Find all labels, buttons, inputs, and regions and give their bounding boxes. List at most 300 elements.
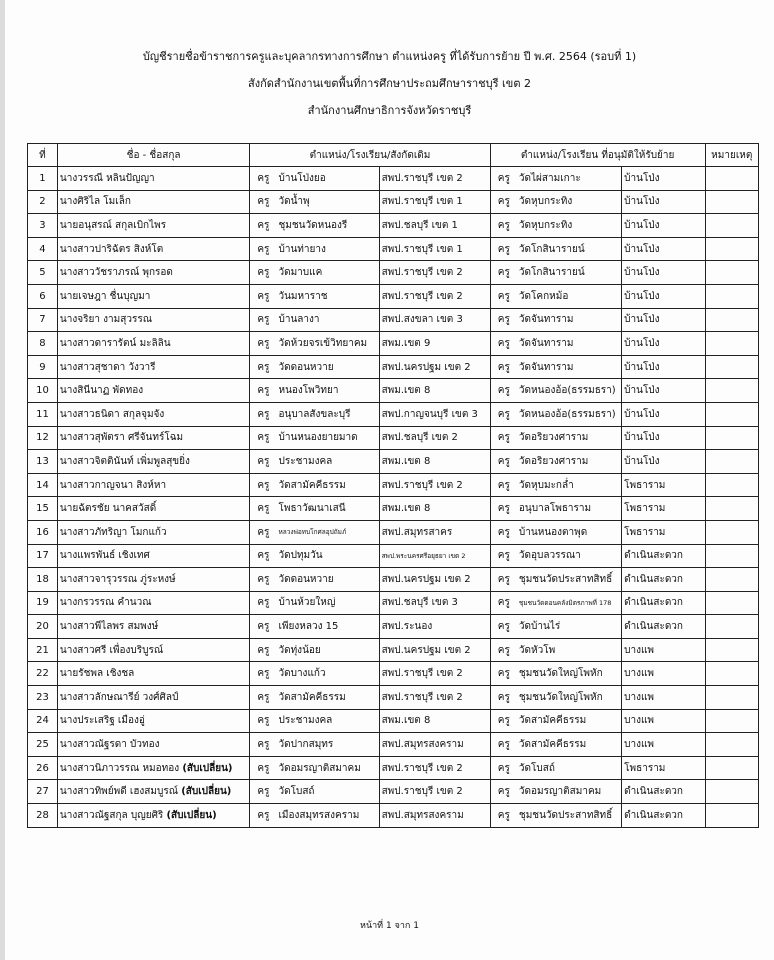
row-destination-school: ชุมชนวัดประสาทสิทธิ์ <box>517 804 622 828</box>
row-destination-district: บ้านโป่ง <box>622 332 705 356</box>
row-number: 5 <box>28 261 58 285</box>
row-destination-school: วัดไผ่สามเกาะ <box>517 167 622 191</box>
row-remark <box>705 591 759 615</box>
row-destination-district: โพธาราม <box>622 756 705 780</box>
row-destination-position: ครู <box>490 426 517 450</box>
row-original-area: สพป.ราชบุรี เขต 2 <box>379 756 490 780</box>
row-number: 6 <box>28 284 58 308</box>
row-destination-position: ครู <box>490 804 517 828</box>
table-row <box>28 261 759 285</box>
row-remark <box>705 662 759 686</box>
row-number: 10 <box>28 379 58 403</box>
header-original: ตำแหน่ง/โรงเรียน/สังกัดเดิม <box>250 144 490 167</box>
name-text: นายอนุสรณ์ สกุลเบิกไพร <box>59 219 167 231</box>
row-name <box>57 591 249 615</box>
row-original-school: บ้านห้วยใหญ่ <box>276 591 379 615</box>
row-destination-position: ครู <box>490 167 517 191</box>
row-original-school: วัดปทุมวัน <box>276 544 379 568</box>
name-text: นายรัชพล เชิงชล <box>59 668 135 680</box>
row-original-area: สพป.นครปฐม เขต 2 <box>379 568 490 592</box>
row-remark <box>705 237 759 261</box>
table-row <box>28 662 759 686</box>
row-destination-position: ครู <box>490 214 517 238</box>
table-row <box>28 497 759 521</box>
row-position: ครู <box>250 450 277 474</box>
row-position: ครู <box>250 733 277 757</box>
transfer-table <box>27 143 759 828</box>
name-text: นางแพรพันธ์ เชิงเทศ <box>59 550 150 562</box>
row-remark <box>705 780 759 804</box>
row-name <box>57 662 249 686</box>
row-number: 2 <box>28 190 58 214</box>
row-remark <box>705 756 759 780</box>
row-original-area: สพป.สมุทรสงคราม <box>379 804 490 828</box>
row-destination-position: ครู <box>490 450 517 474</box>
row-remark <box>705 332 759 356</box>
row-destination-district: บางแพ <box>622 709 705 733</box>
row-number: 16 <box>28 520 58 544</box>
row-destination-position: ครู <box>490 284 517 308</box>
swap-note: (สับเปลี่ยน) <box>166 809 217 821</box>
row-number: 19 <box>28 591 58 615</box>
row-destination-school: วัดอริยวงศาราม <box>517 450 622 474</box>
row-name <box>57 686 249 710</box>
row-remark <box>705 568 759 592</box>
row-original-area: สพป.นครปฐม เขต 2 <box>379 638 490 662</box>
row-destination-school: วัดโกสินารายน์ <box>517 237 622 261</box>
row-destination-school: วัดอุบลวรรณา <box>517 544 622 568</box>
row-name <box>57 473 249 497</box>
row-original-area: สพป.ระนอง <box>379 615 490 639</box>
row-original-area: สพป.ชลบุรี เขต 1 <box>379 214 490 238</box>
name-text: นางสาวลักษณารีย์ วงศ์ศิลป์ <box>59 691 179 703</box>
row-remark <box>705 615 759 639</box>
row-number: 12 <box>28 426 58 450</box>
table-row <box>28 686 759 710</box>
row-position: ครู <box>250 167 277 191</box>
name-text: นางสาวณัฐรดา บัวทอง <box>59 739 160 751</box>
row-destination-school: วัดอมรญาติสมาคม <box>517 780 622 804</box>
row-remark <box>705 284 759 308</box>
row-original-school: โพธาวัฒนาเสนี <box>276 497 379 521</box>
row-name <box>57 615 249 639</box>
row-number: 26 <box>28 756 58 780</box>
row-destination-district: บ้านโป่ง <box>622 237 705 261</box>
row-remark <box>705 544 759 568</box>
row-position: ครู <box>250 756 277 780</box>
row-destination-position: ครู <box>490 756 517 780</box>
row-original-school: วัดสามัคคีธรรม <box>276 473 379 497</box>
row-name <box>57 167 249 191</box>
row-destination-district: ดำเนินสะดวก <box>622 544 705 568</box>
row-destination-school: วัดอริยวงศาราม <box>517 426 622 450</box>
row-original-school: วัดน้ำพุ <box>276 190 379 214</box>
name-text: นางสาวธนิดา สกุลจุมจัง <box>59 408 165 420</box>
swap-note: (สับเปลี่ยน) <box>181 786 232 798</box>
row-name <box>57 804 249 828</box>
row-number: 14 <box>28 473 58 497</box>
row-destination-position: ครู <box>490 190 517 214</box>
row-original-area: สพม.เขต 8 <box>379 379 490 403</box>
row-remark <box>705 379 759 403</box>
row-original-area: สพป.ราชบุรี เขต 2 <box>379 473 490 497</box>
row-destination-position: ครู <box>490 355 517 379</box>
row-destination-district: บ้านโป่ง <box>622 190 705 214</box>
row-remark <box>705 355 759 379</box>
row-original-area: สพป.ราชบุรี เขต 2 <box>379 261 490 285</box>
row-destination-district: บางแพ <box>622 662 705 686</box>
row-number: 23 <box>28 686 58 710</box>
row-destination-district: บ้านโป่ง <box>622 355 705 379</box>
row-original-school: วัดปากสมุทร <box>276 733 379 757</box>
row-destination-school: วัดบ้านไร่ <box>517 615 622 639</box>
row-position: ครู <box>250 568 277 592</box>
row-remark <box>705 214 759 238</box>
table-row <box>28 473 759 497</box>
row-original-school: บ้านโป่งยอ <box>276 167 379 191</box>
row-destination-position: ครู <box>490 379 517 403</box>
row-destination-school: วัดจันทาราม <box>517 355 622 379</box>
row-name <box>57 497 249 521</box>
row-name <box>57 709 249 733</box>
row-position: ครู <box>250 355 277 379</box>
row-destination-school: วัดจันทาราม <box>517 308 622 332</box>
row-remark <box>705 520 759 544</box>
row-original-area: สพป.สมุทรสาคร <box>379 520 490 544</box>
row-original-school: วัดโบสถ์ <box>276 780 379 804</box>
row-name <box>57 426 249 450</box>
row-original-area: สพป.ราชบุรี เขต 2 <box>379 284 490 308</box>
row-original-school: หนองโพวิทยา <box>276 379 379 403</box>
row-name <box>57 402 249 426</box>
row-name <box>57 190 249 214</box>
row-destination-position: ครู <box>490 638 517 662</box>
row-position: ครู <box>250 473 277 497</box>
row-destination-district: บ้านโป่ง <box>622 167 705 191</box>
row-name <box>57 379 249 403</box>
header-remark: หมายเหตุ <box>705 144 759 167</box>
row-destination-school: วัดหนองอ้อ(ธรรมธรา) <box>517 379 622 403</box>
document-office: สำนักงานศึกษาธิการจังหวัดราชบุรี <box>307 104 472 117</box>
row-name <box>57 756 249 780</box>
header-destination: ตำแหน่ง/โรงเรียน ที่อนุมัติให้รับย้าย <box>490 144 705 167</box>
row-remark <box>705 402 759 426</box>
table-row <box>28 332 759 356</box>
row-destination-position: ครู <box>490 332 517 356</box>
row-original-area: สพป.สมุทรสงคราม <box>379 733 490 757</box>
row-name <box>57 355 249 379</box>
row-original-school: เพียงหลวง 15 <box>276 615 379 639</box>
row-original-area: สพป.ชลบุรี เขต 3 <box>379 591 490 615</box>
row-name <box>57 237 249 261</box>
row-original-school: วัดสามัคคีธรรม <box>276 686 379 710</box>
row-remark <box>705 473 759 497</box>
row-original-area: สพป.สงขลา เขต 3 <box>379 308 490 332</box>
row-remark <box>705 497 759 521</box>
row-destination-district: บ้านโป่ง <box>622 308 705 332</box>
row-destination-position: ครู <box>490 662 517 686</box>
row-destination-school: วัดจันทาราม <box>517 332 622 356</box>
row-original-area: สพป.ราชบุรี เขต 2 <box>379 686 490 710</box>
row-destination-school: วัดหุบกระทิง <box>517 214 622 238</box>
row-remark <box>705 190 759 214</box>
row-original-school: บ้านหนองยายมาด <box>276 426 379 450</box>
row-name <box>57 520 249 544</box>
table-row <box>28 733 759 757</box>
row-position: ครู <box>250 332 277 356</box>
row-destination-school: บ้านหนองตาพุด <box>517 520 622 544</box>
row-position: ครู <box>250 426 277 450</box>
row-destination-school: วัดโคกหม้อ <box>517 284 622 308</box>
row-original-area: สพป.ราชบุรี เขต 1 <box>379 190 490 214</box>
row-position: ครู <box>250 379 277 403</box>
name-text: นางสาวทิพย์พดี เฮงสมบูรณ์ <box>59 786 178 798</box>
row-position: ครู <box>250 402 277 426</box>
row-destination-district: โพธาราม <box>622 497 705 521</box>
row-destination-district: ดำเนินสะดวก <box>622 568 705 592</box>
table-row <box>28 780 759 804</box>
row-remark <box>705 733 759 757</box>
document-title: บัญชีรายชื่อข้าราชการครูและบุคลากรทางการศึกษา ตำแหน่งครู ที่ได้รับการย้าย ปี พ.ศ. 2564 (รอบที่ 1) <box>142 50 637 63</box>
row-destination-position: ครู <box>490 402 517 426</box>
row-destination-position: ครู <box>490 497 517 521</box>
row-number: 9 <box>28 355 58 379</box>
name-text: นางสาวภัทริญา โมกแก้ว <box>59 526 167 538</box>
row-destination-school: ชุมชนวัดใหญ่โพหัก <box>517 686 622 710</box>
row-remark <box>705 167 759 191</box>
row-destination-position: ครู <box>490 591 517 615</box>
row-original-area: สพม.เขต 8 <box>379 709 490 733</box>
name-text: นายฉัตรชัย นาคสวัสดิ์ <box>59 503 157 515</box>
row-destination-district: บ้านโป่ง <box>622 402 705 426</box>
row-original-school: บ้านลางา <box>276 308 379 332</box>
row-destination-position: ครู <box>490 520 517 544</box>
row-original-school: ชุมชนวัดหนองรี <box>276 214 379 238</box>
row-original-area: สพม.เขต 8 <box>379 450 490 474</box>
row-original-school: ประชามงคล <box>276 450 379 474</box>
row-original-area: สพม.เขต 9 <box>379 332 490 356</box>
row-destination-district: ดำเนินสะดวก <box>622 780 705 804</box>
row-destination-district: บางแพ <box>622 638 705 662</box>
row-position: ครู <box>250 214 277 238</box>
row-destination-position: ครู <box>490 237 517 261</box>
table-row <box>28 167 759 191</box>
name-text: นางวรรณี หลินปัญญา <box>59 172 155 184</box>
row-number: 18 <box>28 568 58 592</box>
name-text: นางสาวพีไลพร สมพงษ์ <box>59 621 159 633</box>
row-number: 27 <box>28 780 58 804</box>
row-remark <box>705 450 759 474</box>
row-name <box>57 214 249 238</box>
name-text: นางสาวกาญจนา สิงห์หา <box>59 479 167 491</box>
row-destination-school: ชุมชนวัดใหญ่โพหัก <box>517 662 622 686</box>
row-position: ครู <box>250 261 277 285</box>
name-text: นางสาวจิตตินันท์ เพิ่มพูลสุขยิ่ง <box>59 455 190 467</box>
row-destination-district: บ้านโป่ง <box>622 214 705 238</box>
row-destination-school: วัดสามัคคีธรรม <box>517 709 622 733</box>
row-destination-school: วัดหุบมะกล่ำ <box>517 473 622 497</box>
row-original-school: วัดมาบแค <box>276 261 379 285</box>
table-row <box>28 237 759 261</box>
table-row <box>28 284 759 308</box>
row-original-school: วันมหาราช <box>276 284 379 308</box>
row-name <box>57 733 249 757</box>
row-number: 1 <box>28 167 58 191</box>
row-destination-position: ครู <box>490 473 517 497</box>
row-position: ครู <box>250 497 277 521</box>
row-destination-position: ครู <box>490 544 517 568</box>
table-row <box>28 709 759 733</box>
header-name: ชื่อ - ชื่อสกุล <box>57 144 249 167</box>
table-header-row <box>28 144 759 167</box>
row-position: ครู <box>250 190 277 214</box>
row-position: ครู <box>250 686 277 710</box>
name-text: นางสาวนิภาวรรณ หมอทอง <box>59 762 180 774</box>
row-destination-school: ชุมชนวัดประสาทสิทธิ์ <box>517 568 622 592</box>
table-row <box>28 756 759 780</box>
row-destination-district: บ้านโป่ง <box>622 450 705 474</box>
row-position: ครู <box>250 804 277 828</box>
row-original-area: สพป.นครปฐม เขต 2 <box>379 355 490 379</box>
row-destination-district: บ้านโป่ง <box>622 261 705 285</box>
row-number: 24 <box>28 709 58 733</box>
name-text: นางกรวรรณ คำนวณ <box>59 597 152 609</box>
row-number: 21 <box>28 638 58 662</box>
row-original-area: สพป.พระนครศรีอยุธยา เขต 2 <box>379 544 490 568</box>
row-number: 15 <box>28 497 58 521</box>
row-original-area: สพป.ราชบุรี เขต 2 <box>379 662 490 686</box>
row-position: ครู <box>250 780 277 804</box>
row-position: ครู <box>250 709 277 733</box>
row-destination-district: โพธาราม <box>622 473 705 497</box>
row-position: ครู <box>250 615 277 639</box>
row-remark <box>705 261 759 285</box>
table-row <box>28 308 759 332</box>
table-row <box>28 355 759 379</box>
name-text: นางสาวสุชาดา วังวารี <box>59 361 156 373</box>
row-original-school: วัดอมรญาติสมาคม <box>276 756 379 780</box>
row-destination-school: อนุบาลโพธาราม <box>517 497 622 521</box>
table-row <box>28 804 759 828</box>
row-number: 8 <box>28 332 58 356</box>
table-row <box>28 450 759 474</box>
row-destination-district: ดำเนินสะดวก <box>622 804 705 828</box>
header-no: ที่ <box>28 144 58 167</box>
row-name <box>57 332 249 356</box>
row-name <box>57 284 249 308</box>
row-original-school: วัดดอนหวาย <box>276 568 379 592</box>
table-row <box>28 591 759 615</box>
row-original-area: สพป.กาญจนบุรี เขต 3 <box>379 402 490 426</box>
table-row <box>28 520 759 544</box>
row-original-area: สพป.ราชบุรี เขต 1 <box>379 237 490 261</box>
row-original-school: วัดห้วยจรเข้วิทยาคม <box>276 332 379 356</box>
row-destination-school: วัดหัวโพ <box>517 638 622 662</box>
row-number: 25 <box>28 733 58 757</box>
row-original-area: สพม.เขต 8 <box>379 497 490 521</box>
table-row <box>28 544 759 568</box>
row-destination-position: ครู <box>490 780 517 804</box>
row-position: ครู <box>250 544 277 568</box>
row-position: ครู <box>250 662 277 686</box>
name-text: นางสาวปาริฉัตร สิงห์โต <box>59 243 164 255</box>
row-destination-district: บ้านโป่ง <box>622 426 705 450</box>
row-number: 20 <box>28 615 58 639</box>
row-destination-position: ครู <box>490 261 517 285</box>
name-text: นางสินีนาฏ พัดทอง <box>59 385 144 397</box>
row-name <box>57 450 249 474</box>
row-name <box>57 780 249 804</box>
row-name <box>57 261 249 285</box>
name-text: นางสาววัชราภรณ์ พุกรอด <box>59 267 173 279</box>
row-destination-district: บางแพ <box>622 733 705 757</box>
row-original-school: หลวงพ่อทบโกศลอุปถัมภ์ <box>276 520 379 544</box>
table-row <box>28 214 759 238</box>
row-original-school: วัดบางแก้ว <box>276 662 379 686</box>
row-number: 13 <box>28 450 58 474</box>
name-text: นายเจษฎา ชื่นบุญมา <box>59 290 151 302</box>
row-destination-school: วัดหนองอ้อ(ธรรมธรา) <box>517 402 622 426</box>
row-number: 4 <box>28 237 58 261</box>
row-name <box>57 308 249 332</box>
row-name <box>57 638 249 662</box>
row-remark <box>705 308 759 332</box>
row-destination-district: ดำเนินสะดวก <box>622 591 705 615</box>
row-destination-district: บ้านโป่ง <box>622 284 705 308</box>
row-destination-position: ครู <box>490 709 517 733</box>
row-destination-position: ครู <box>490 615 517 639</box>
table-row <box>28 190 759 214</box>
row-original-school: อนุบาลสังขละบุรี <box>276 402 379 426</box>
name-text: นางสาวศรี เพื่องบริบูรณ์ <box>59 644 164 656</box>
row-destination-position: ครู <box>490 686 517 710</box>
row-remark <box>705 709 759 733</box>
name-text: นางประเสริฐ เมืองอู่ <box>59 715 145 727</box>
table-row <box>28 568 759 592</box>
row-destination-school: วัดโกสินารายน์ <box>517 261 622 285</box>
row-number: 3 <box>28 214 58 238</box>
row-original-area: สพป.ราชบุรี เขต 2 <box>379 167 490 191</box>
row-destination-position: ครู <box>490 308 517 332</box>
table-row <box>28 426 759 450</box>
row-position: ครู <box>250 284 277 308</box>
document-subtitle: สังกัดสำนักงานเขตพื้นที่การศึกษาประถมศึกษาราชบุรี เขต 2 <box>248 77 531 90</box>
row-position: ครู <box>250 237 277 261</box>
row-destination-district: บางแพ <box>622 686 705 710</box>
name-text: นางสาวณัฐสกุล บุญยศิริ <box>59 809 164 821</box>
row-number: 22 <box>28 662 58 686</box>
row-destination-position: ครู <box>490 733 517 757</box>
table-row <box>28 379 759 403</box>
row-destination-district: โพธาราม <box>622 520 705 544</box>
row-remark <box>705 804 759 828</box>
row-original-area: สพป.ชลบุรี เขต 2 <box>379 426 490 450</box>
name-text: นางสาวจารุวรรณ ภู่ระหงษ์ <box>59 573 176 585</box>
table-row <box>28 615 759 639</box>
row-position: ครู <box>250 591 277 615</box>
row-number: 11 <box>28 402 58 426</box>
row-name <box>57 544 249 568</box>
row-original-school: บ้านท่ายาง <box>276 237 379 261</box>
row-destination-district: ดำเนินสะดวก <box>622 615 705 639</box>
row-destination-position: ครู <box>490 568 517 592</box>
row-original-school: วัดทุ่งน้อย <box>276 638 379 662</box>
document-page <box>5 0 774 960</box>
row-destination-school: วัดโบสถ์ <box>517 756 622 780</box>
table-row <box>28 638 759 662</box>
table-body <box>28 167 759 828</box>
row-name <box>57 568 249 592</box>
